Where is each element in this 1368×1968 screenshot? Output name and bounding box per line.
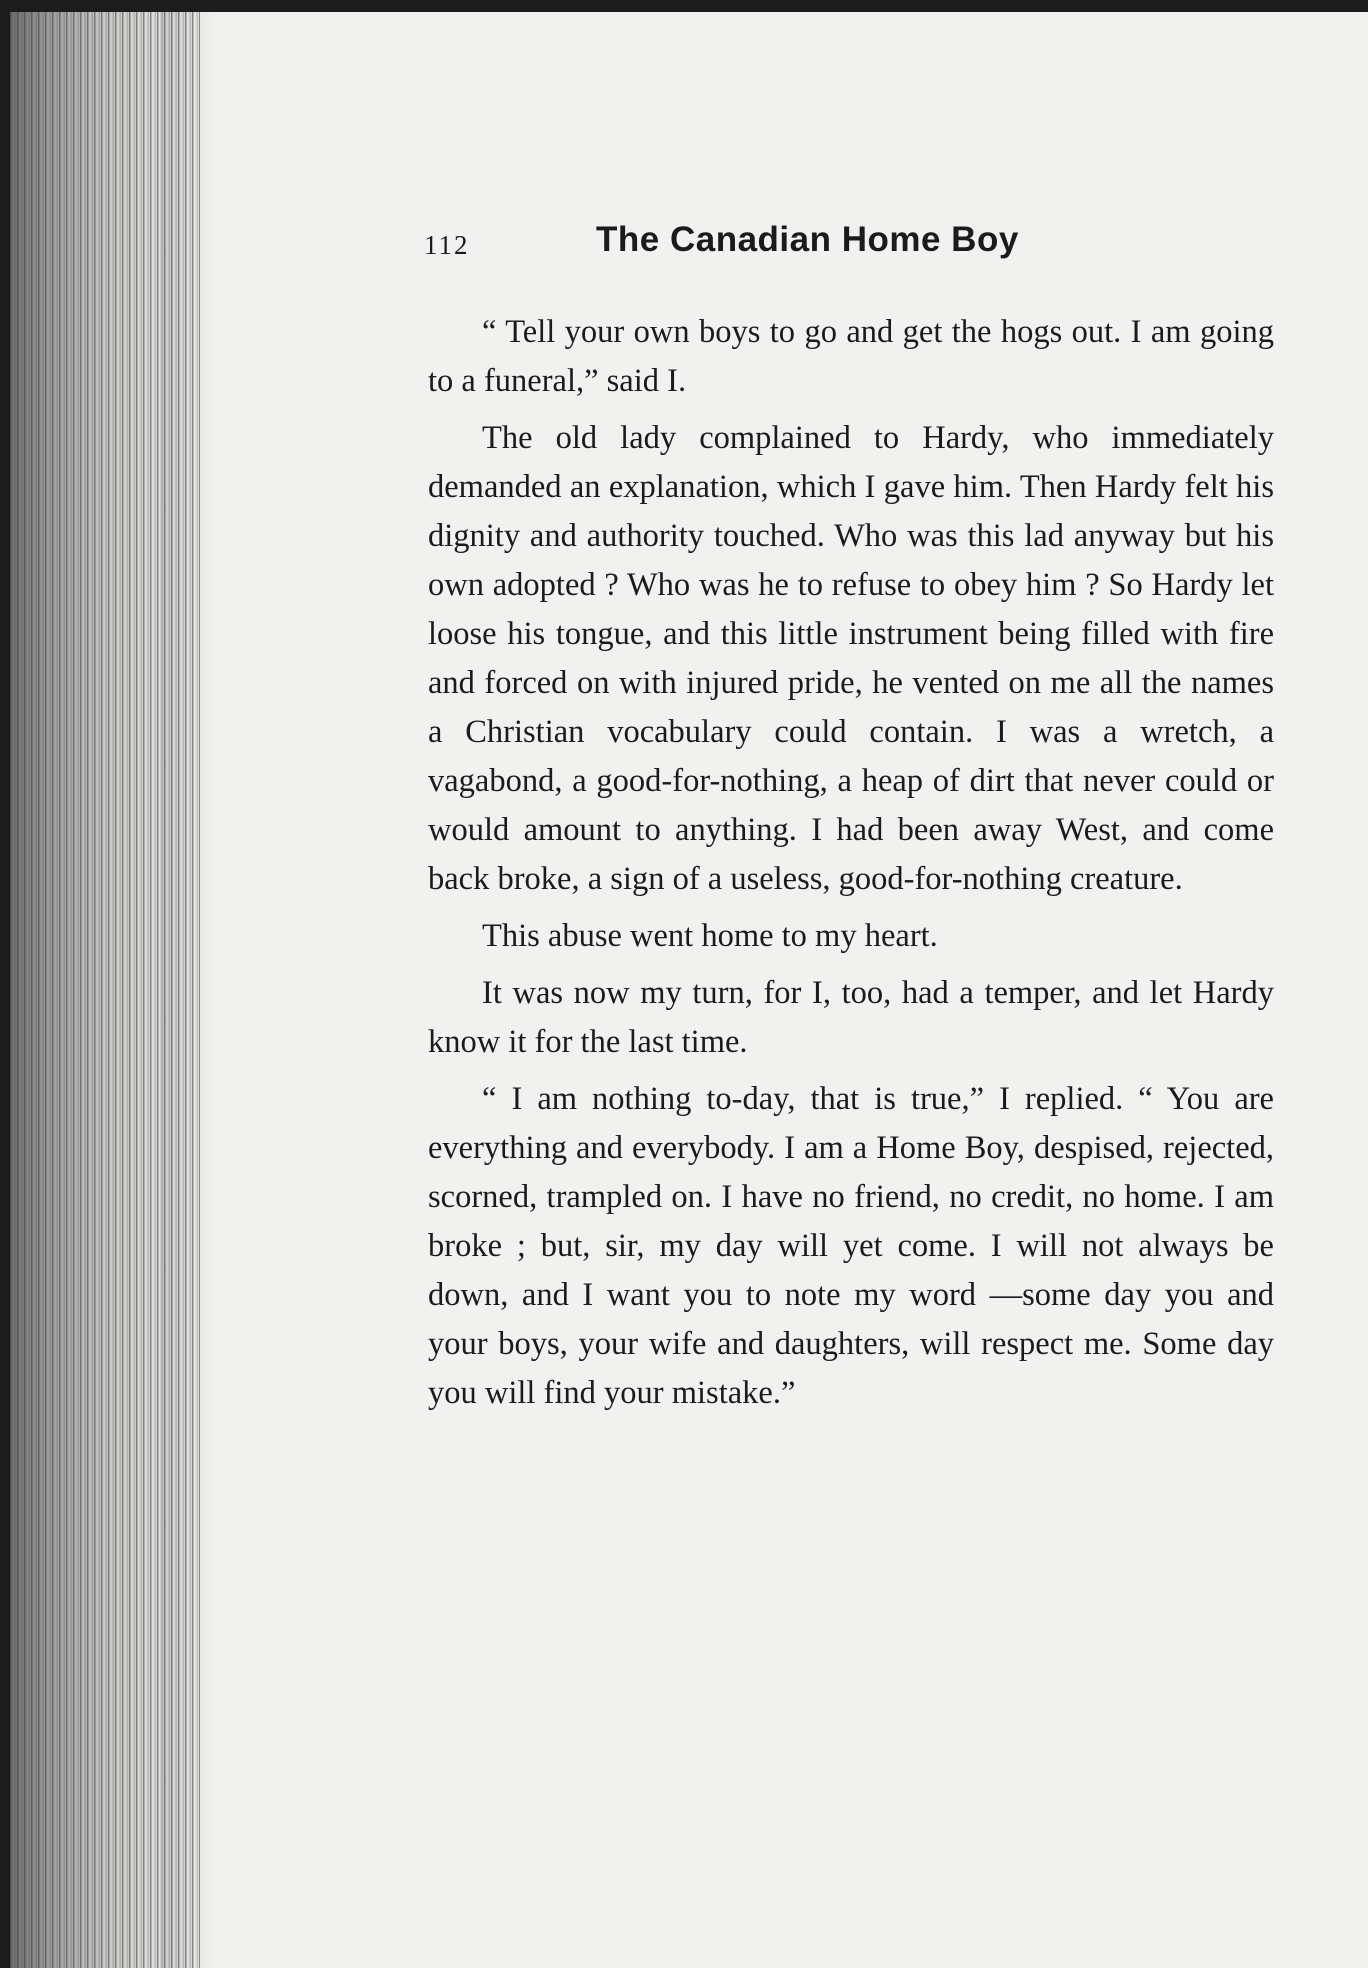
paragraph-4: It was now my turn, for I, too, had a temper, and let Hardy know it for the last time. (428, 975, 1274, 1060)
book-page (10, 12, 1368, 1968)
running-title: The Canadian Home Boy (596, 220, 1019, 259)
paragraph-1: “ Tell your own boys to go and get the hogs out. I am going to a funeral,” said I. (428, 314, 1274, 399)
paragraph-2: The old lady complained to Hardy, who immediately demanded an explanation, which I gave him. Then Hardy felt his dignity and authority touched. Who was this lad anyway but his own adopted ? Who was he to refuse to obey him ? So Hardy let loose his tongue, and this little instrument being filled with fire and forced on with injured pride, he vented on me all the names a Christian vocabulary could contain. I was a wretch, a vagabond, a good-for-nothing, a heap of dirt that never could or would amount to anything. I had been away West, and come back broke, a sign of a useless, good-for-nothing creature. (428, 420, 1274, 897)
paragraph-3: This abuse went home to my heart. (482, 918, 938, 954)
paragraph-5: “ I am nothing to-day, that is true,” I replied. “ You are everything and everybody. I am a Home Boy, despised, rejected, scorned, trampled on. I have no friend, no credit, no home. I am broke ; but, sir, my day will yet come. I will not always be down, and I want you to note my word —some day you and your boys, your wife and daughters, will respect me. Some day you will find your mistake.” (428, 1081, 1274, 1411)
running-header (424, 220, 1284, 270)
gutter-shadow (160, 12, 220, 1968)
body-text (428, 308, 1274, 1426)
page-number: 112 (424, 230, 470, 260)
